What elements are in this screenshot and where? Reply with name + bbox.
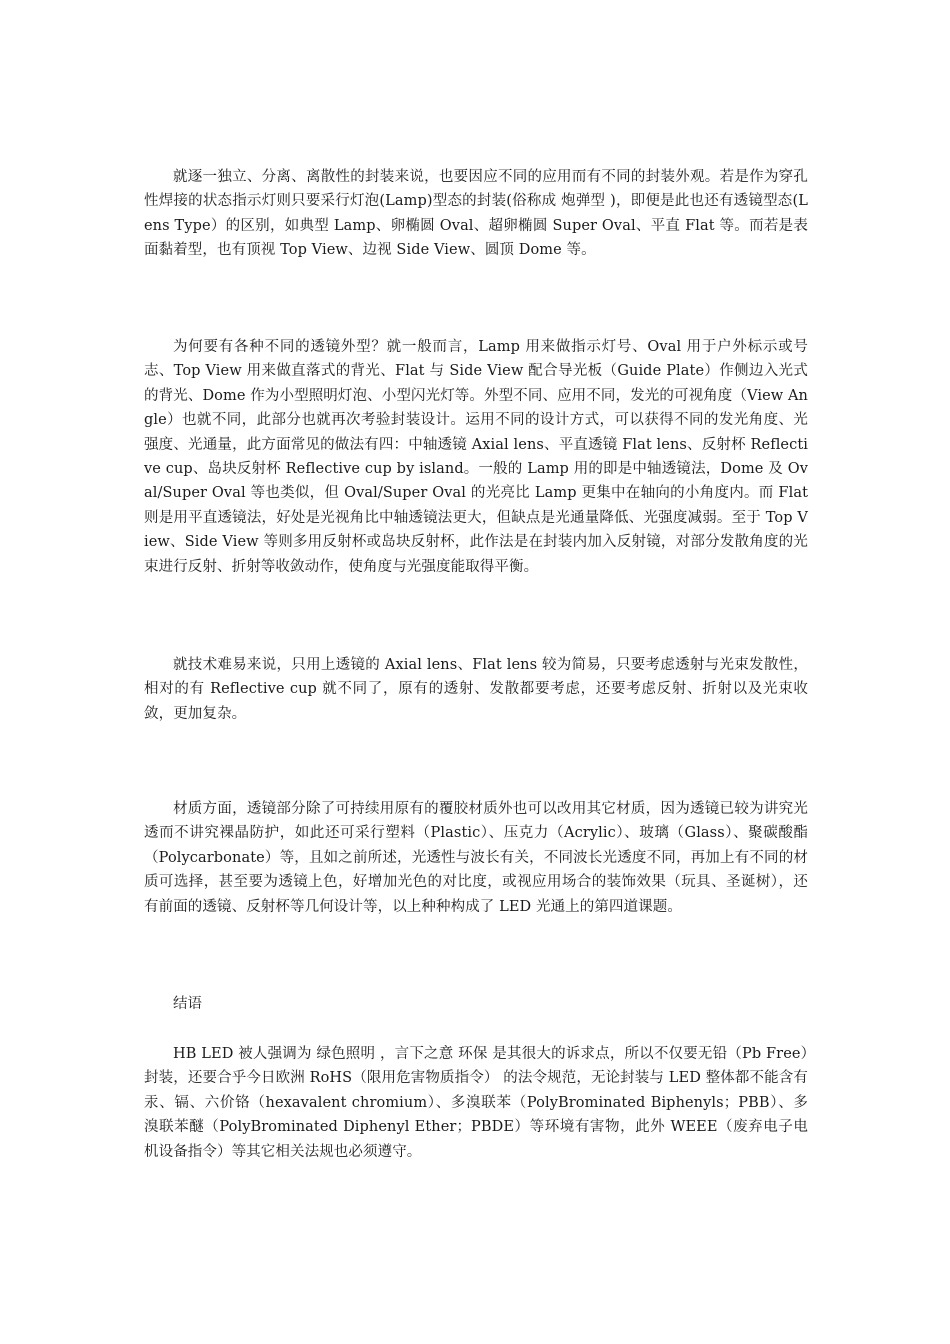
paragraph-technical-difficulty: 就技术难易来说，只用上透镜的 Axial lens、Flat lens 较为简易，只要考虑透射与光束发散性，相对的有 Reflective cup 就不同了，原有的透射、发散都要考虑，还要考虑反射、折射以及光束收敛，更加复杂。 bbox=[144, 657, 808, 722]
section-heading-conclusion: 结语 bbox=[173, 996, 202, 1012]
paragraph-conclusion: HB LED 被人强调为 绿色照明 ，言下之意 环保 是其很大的诉求点，所以不仅要无铅（Pb Free）封装，还要合乎今日欧洲 RoHS（限用危害物质指令） 的法令规范，无论封装与 LED 整体都不能含有汞、镉、六价铬（hexavalent chromium）、多溴联苯（PolyBrominated Biphenyls；PBB）、多溴联苯醚（PolyBrominated Diphenyl Ether；PBDE）等环境有害物，此外 WEEE（废弃电子电机设备指令）等其它相关法规也必须遵守。 bbox=[144, 1046, 808, 1160]
paragraph-lens-types: 就逐一独立、分离、离散性的封装来说，也要因应不同的应用而有不同的封装外观。若是作为穿孔性焊接的状态指示灯则只要采行灯泡(Lamp)型态的封装(俗称成 炮弹型 )，即便是此也还有透镜型态(Lens Type）的区别，如典型 Lamp、卵椭圆 Oval、超卵椭圆 Super Oval、平直 Flat 等。而若是表面黏着型，也有顶视 Top View、边视 Side View、圆顶 Dome 等。 bbox=[144, 169, 808, 259]
paragraph-lens-shapes: 为何要有各种不同的透镜外型？就一般而言，Lamp 用来做指示灯号、Oval 用于户外标示或号志、Top View 用来做直落式的背光、Flat 与 Side View 配合导光板（Guide Plate）作侧边入光式的背光、Dome 作为小型照明灯泡、小型闪光灯等。外型不同、应用不同，发光的可视角度（View Angle）也就不同，此部分也就再次考验封装设计。运用不同的设计方式，可以获得不同的发光角度、光强度、光通量，此方面常见的做法有四：中轴透镜 Axial lens、平直透镜 Flat lens、反射杯 Reflective cup、岛块反射杯 Reflective cup by island。一般的 Lamp 用的即是中轴透镜法，Dome 及 Oval/Super Oval 等也类似，但 Oval/Super Oval 的光亮比 Lamp 更集中在轴向的小角度内。而 Flat 则是用平直透镜法，好处是光视角比中轴透镜法更大，但缺点是光通量降低、光强度减弱。至于 Top View、Side View 等则多用反射杯或岛块反射杯，此作法是在封装内加入反射镜，对部分发散角度的光束进行反射、折射等收敛动作，使角度与光强度能取得平衡。 bbox=[144, 339, 808, 575]
paragraph-materials: 材质方面，透镜部分除了可持续用原有的覆胶材质外也可以改用其它材质，因为透镜已较为讲究光透而不讲究裸晶防护，如此还可采行塑料（Plastic）、压克力（Acrylic）、玻璃（Glass）、聚碳酸酯（Polycarbonate）等，且如之前所述，光透性与波长有关，不同波长光透度不同，再加上有不同的材质可选择，甚至要为透镜上色，好增加光色的对比度，或视应用场合的装饰效果（玩具、圣诞树），还有前面的透镜、反射杯等几何设计等，以上种种构成了 LED 光通上的第四道课题。 bbox=[144, 801, 808, 915]
